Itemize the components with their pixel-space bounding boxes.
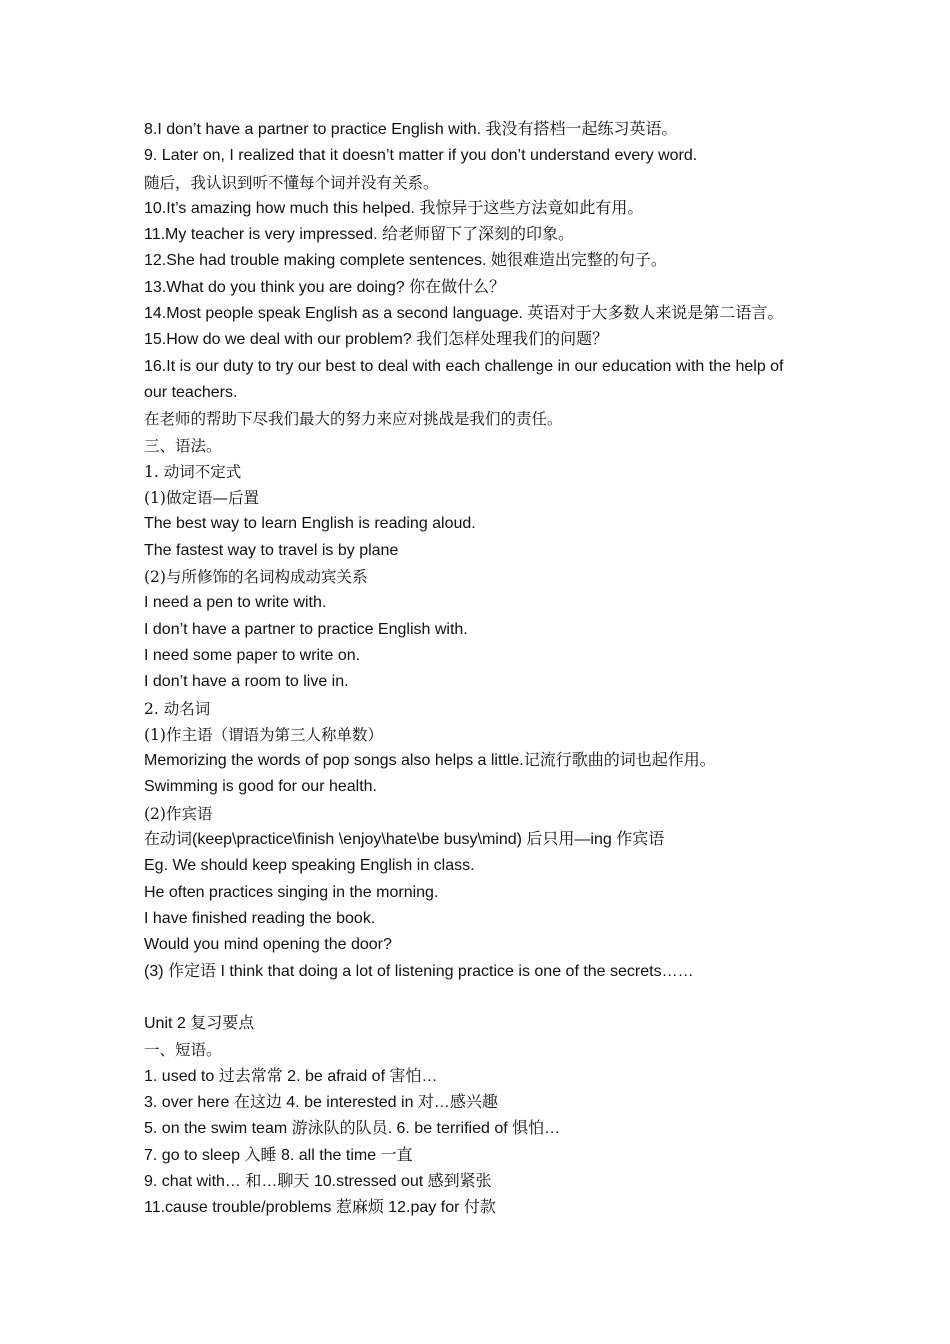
text-line: (2)作宾语 — [144, 804, 213, 823]
text-line: 11.cause trouble/problems 惹麻烦 12.pay for 付款 — [144, 1199, 496, 1217]
text-line: 1. used to 过去常常 2. be afraid of 害怕… — [144, 1067, 438, 1085]
text-line: The fastest way to travel is by plane — [144, 541, 399, 559]
text-line: 15.How do we deal with our problem? 我们怎样处理我们的问题？ — [144, 331, 609, 349]
text-line: 9. Later on, I realized that it doesn’t matter if you don’t understand every word. — [144, 147, 698, 165]
text-line: 14.Most people speak English as a second language. 英语对于大多数人来说是第二语言。 — [144, 305, 784, 323]
subsection-heading: 2. 动名词 — [144, 699, 211, 718]
text-line: Memorizing the words of pop songs also helps a little.记流行歌曲的词也起作用。 — [144, 752, 716, 770]
text-line: 3. over here 在这边 4. be interested in 对…感兴趣 — [144, 1093, 498, 1111]
text-line: 9. chat with… 和…聊天 10.stressed out 感到紧张 — [144, 1172, 492, 1190]
text-line: The best way to learn English is reading aloud. — [144, 515, 476, 533]
text-line: 5. on the swim team 游泳队的队员. 6. be terrified of 惧怕… — [144, 1120, 561, 1138]
text-line: Eg. We should keep speaking English in class. — [144, 857, 475, 875]
section-heading: 一、短语。 — [144, 1041, 222, 1060]
text-line: 12.She had trouble making complete sentences. 她很难造出完整的句子。 — [144, 252, 667, 270]
text-line: I don’t have a partner to practice English with. — [144, 620, 468, 638]
text-line: 7. go to sleep 入睡 8. all the time 一直 — [144, 1146, 413, 1164]
text-line: I don’t have a room to live in. — [144, 673, 349, 691]
subsection-heading: 1. 动词不定式 — [144, 462, 242, 481]
text-line: 在动词(keep\practice\finish \enjoy\hate\be busy\mind) 后只用—ing 作宾语 — [144, 831, 665, 849]
text-line: I have finished reading the book. — [144, 909, 376, 927]
text-line: He often practices singing in the morning. — [144, 883, 439, 901]
text-line: I need a pen to write with. — [144, 594, 327, 612]
text-line: 16.It is our duty to try our best to deal with each challenge in our education with the help of — [144, 357, 784, 375]
text-line: 随后，我认识到听不懂每个词并没有关系。 — [144, 173, 439, 192]
text-line: I need some paper to write on. — [144, 646, 361, 664]
text-line: 8.I don’t have a partner to practice English with. 我没有搭档一起练习英语。 — [144, 121, 678, 138]
text-line: (3) 作定语 I think that doing a lot of listening practice is one of the secrets…… — [144, 962, 694, 980]
text-line: 在老师的帮助下尽我们最大的努力来应对挑战是我们的责任。 — [144, 410, 563, 429]
text-line: Would you mind opening the door? — [144, 936, 392, 954]
section-heading: 三、语法。 — [144, 436, 222, 455]
blank-line — [144, 985, 824, 1011]
text-line: Swimming is good for our health. — [144, 778, 377, 796]
text-line: 10.It’s amazing how much this helped. 我惊异于这些方法竟如此有用。 — [144, 199, 644, 217]
document-page — [144, 117, 824, 1221]
text-line: our teachers. — [144, 383, 238, 401]
text-line: (1)做定语—后置 — [144, 489, 259, 508]
text-line: (2)与所修饰的名词构成动宾关系 — [144, 568, 368, 587]
text-line: 13.What do you think you are doing? 你在做什么？ — [144, 278, 506, 296]
text-line: 11.My teacher is very impressed. 给老师留下了深刻的印象。 — [144, 226, 575, 244]
unit-heading: Unit 2 复习要点 — [144, 1015, 255, 1033]
text-line: (1)作主语（谓语为第三人称单数） — [144, 725, 383, 744]
